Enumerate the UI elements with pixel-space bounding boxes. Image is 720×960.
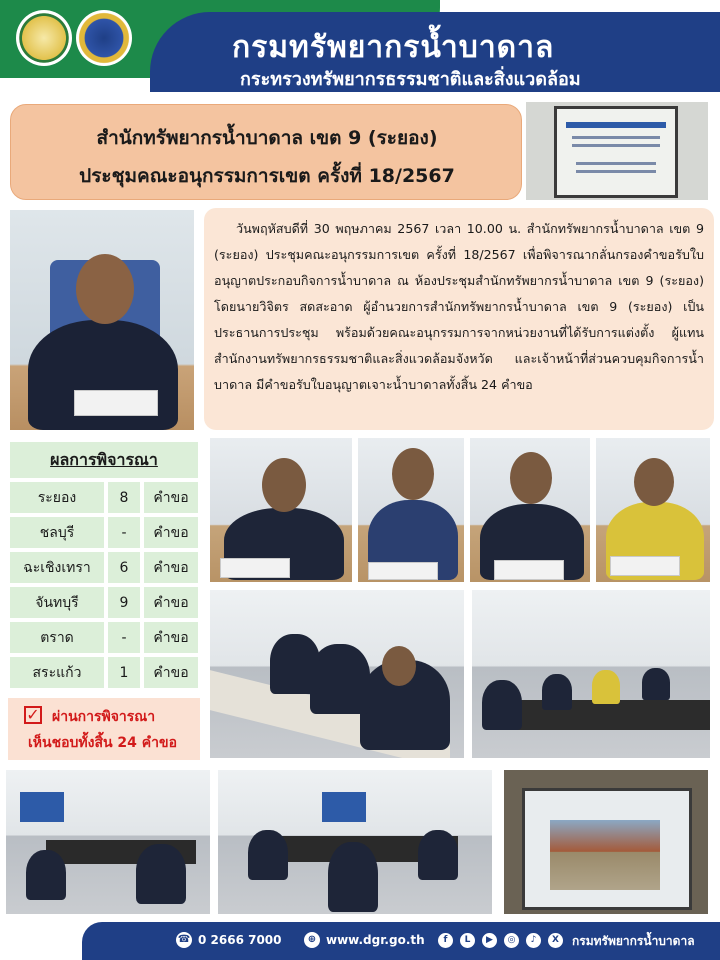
ministry-emblem-logo	[16, 10, 72, 66]
meeting-room-photo-2	[216, 768, 494, 916]
unit-cell: คำขอ	[142, 480, 200, 515]
table-row	[8, 480, 200, 515]
welcome-screen-photo	[524, 100, 710, 202]
count-cell: 6	[106, 550, 142, 585]
province-cell: ชลบุรี	[8, 515, 106, 550]
footer-org-name: กรมทรัพยากรน้ำบาดาล	[572, 934, 695, 948]
count-cell: 1	[106, 655, 142, 690]
province-cell: ระยอง	[8, 480, 106, 515]
footer-bar	[82, 922, 720, 960]
news-body-text: วันพฤหัสบดีที่ 30 พฤษภาคม 2567 เวลา 10.00 น. สำนักทรัพยากรน้ำบาดาล เขต 9 (ระยอง) ประชุมคณะอนุกรรมการเขต ครั้งที่ 18/2567 เพื่อพิจารณากลั่นกรองคำขอรับใบอนุญาตประกอบกิจการน้ำบาดาล ณ ห้องประชุมสำนักทรัพยากรน้ำบาดาล เขต 9 (ระยอง) โดยนายวิจิตร สดสะอาด ผู้อำนวยการสำนักทรัพยากรน้ำบาดาล เขต 9 (ระยอง) เป็นประธานการประชุม พร้อมด้วยคณะอนุกรรมการจากหน่วยงานที่ได้รับการแต่งตั้ง ผู้แทนสำนักงานทรัพยากรธรรมชาติและสิ่งแวดล้อมจังหวัด และเจ้าหน้าที่ส่วนควบคุมกิจการน้ำบาดาล มีคำขอรับใบอนุญาตเจาะน้ำบาดาลทั้งสิ้น 24 คำขอ	[214, 221, 704, 392]
globe-icon: ⊕	[304, 932, 320, 948]
presentation-screen-photo	[502, 768, 710, 916]
committee-member-photo-2	[356, 436, 466, 584]
meeting-table-photo-2	[470, 588, 712, 760]
title-line-1: สำนักทรัพยากรน้ำบาดาล เขต 9 (ระยอง)	[96, 127, 438, 149]
table-row	[8, 550, 200, 585]
count-cell: -	[106, 620, 142, 655]
table-row	[8, 620, 200, 655]
committee-member-photo-4	[594, 436, 712, 584]
province-cell: สระแก้ว	[8, 655, 106, 690]
youtube-icon[interactable]: ▶	[482, 933, 497, 948]
facebook-icon[interactable]: f	[438, 933, 453, 948]
approval-line-2: เห็นชอบทั้งสิ้น 24 คำขอ	[28, 735, 177, 751]
meeting-table-photo-1	[208, 588, 466, 760]
org-title: กรมทรัพยากรน้ำบาดาล	[232, 30, 555, 65]
footer-website[interactable]	[304, 932, 425, 948]
count-cell: 9	[106, 585, 142, 620]
news-title-box	[10, 104, 522, 200]
province-cell: ฉะเชิงเทรา	[8, 550, 106, 585]
table-row	[8, 585, 200, 620]
unit-cell: คำขอ	[142, 550, 200, 585]
table-row	[8, 515, 200, 550]
results-table	[8, 440, 200, 700]
approval-summary-box	[8, 698, 200, 760]
committee-member-photo-3	[468, 436, 592, 584]
unit-cell: คำขอ	[142, 585, 200, 620]
footer-website-text: www.dgr.go.th	[326, 933, 425, 947]
count-cell: -	[106, 515, 142, 550]
unit-cell: คำขอ	[142, 515, 200, 550]
department-emblem-logo	[76, 10, 132, 66]
checked-box-icon: ✓	[24, 706, 42, 724]
phone-icon: ☎	[176, 932, 192, 948]
committee-member-photo-1	[208, 436, 354, 584]
province-cell: ตราด	[8, 620, 106, 655]
province-cell: จันทบุรี	[8, 585, 106, 620]
count-cell: 8	[106, 480, 142, 515]
results-heading: ผลการพิจารณา	[50, 449, 158, 469]
footer-phone-text: 0 2666 7000	[198, 933, 282, 947]
chairman-portrait-photo	[8, 208, 196, 432]
unit-cell: คำขอ	[142, 655, 200, 690]
line-icon[interactable]: L	[460, 933, 475, 948]
x-icon[interactable]: X	[548, 933, 563, 948]
results-heading-cell	[8, 440, 200, 480]
approval-line-1: ผ่านการพิจารณา	[52, 709, 156, 725]
title-line-2: ประชุมคณะอนุกรรมการเขต ครั้งที่ 18/2567	[79, 165, 455, 187]
meeting-room-photo-1	[4, 768, 212, 916]
table-row	[8, 655, 200, 690]
instagram-icon[interactable]: ◎	[504, 933, 519, 948]
news-body-box	[204, 208, 714, 430]
footer-phone	[176, 932, 282, 948]
tiktok-icon[interactable]: ♪	[526, 933, 541, 948]
unit-cell: คำขอ	[142, 620, 200, 655]
org-subtitle: กระทรวงทรัพยากรธรรมชาติและสิ่งแวดล้อม	[240, 69, 581, 90]
header	[0, 0, 720, 92]
